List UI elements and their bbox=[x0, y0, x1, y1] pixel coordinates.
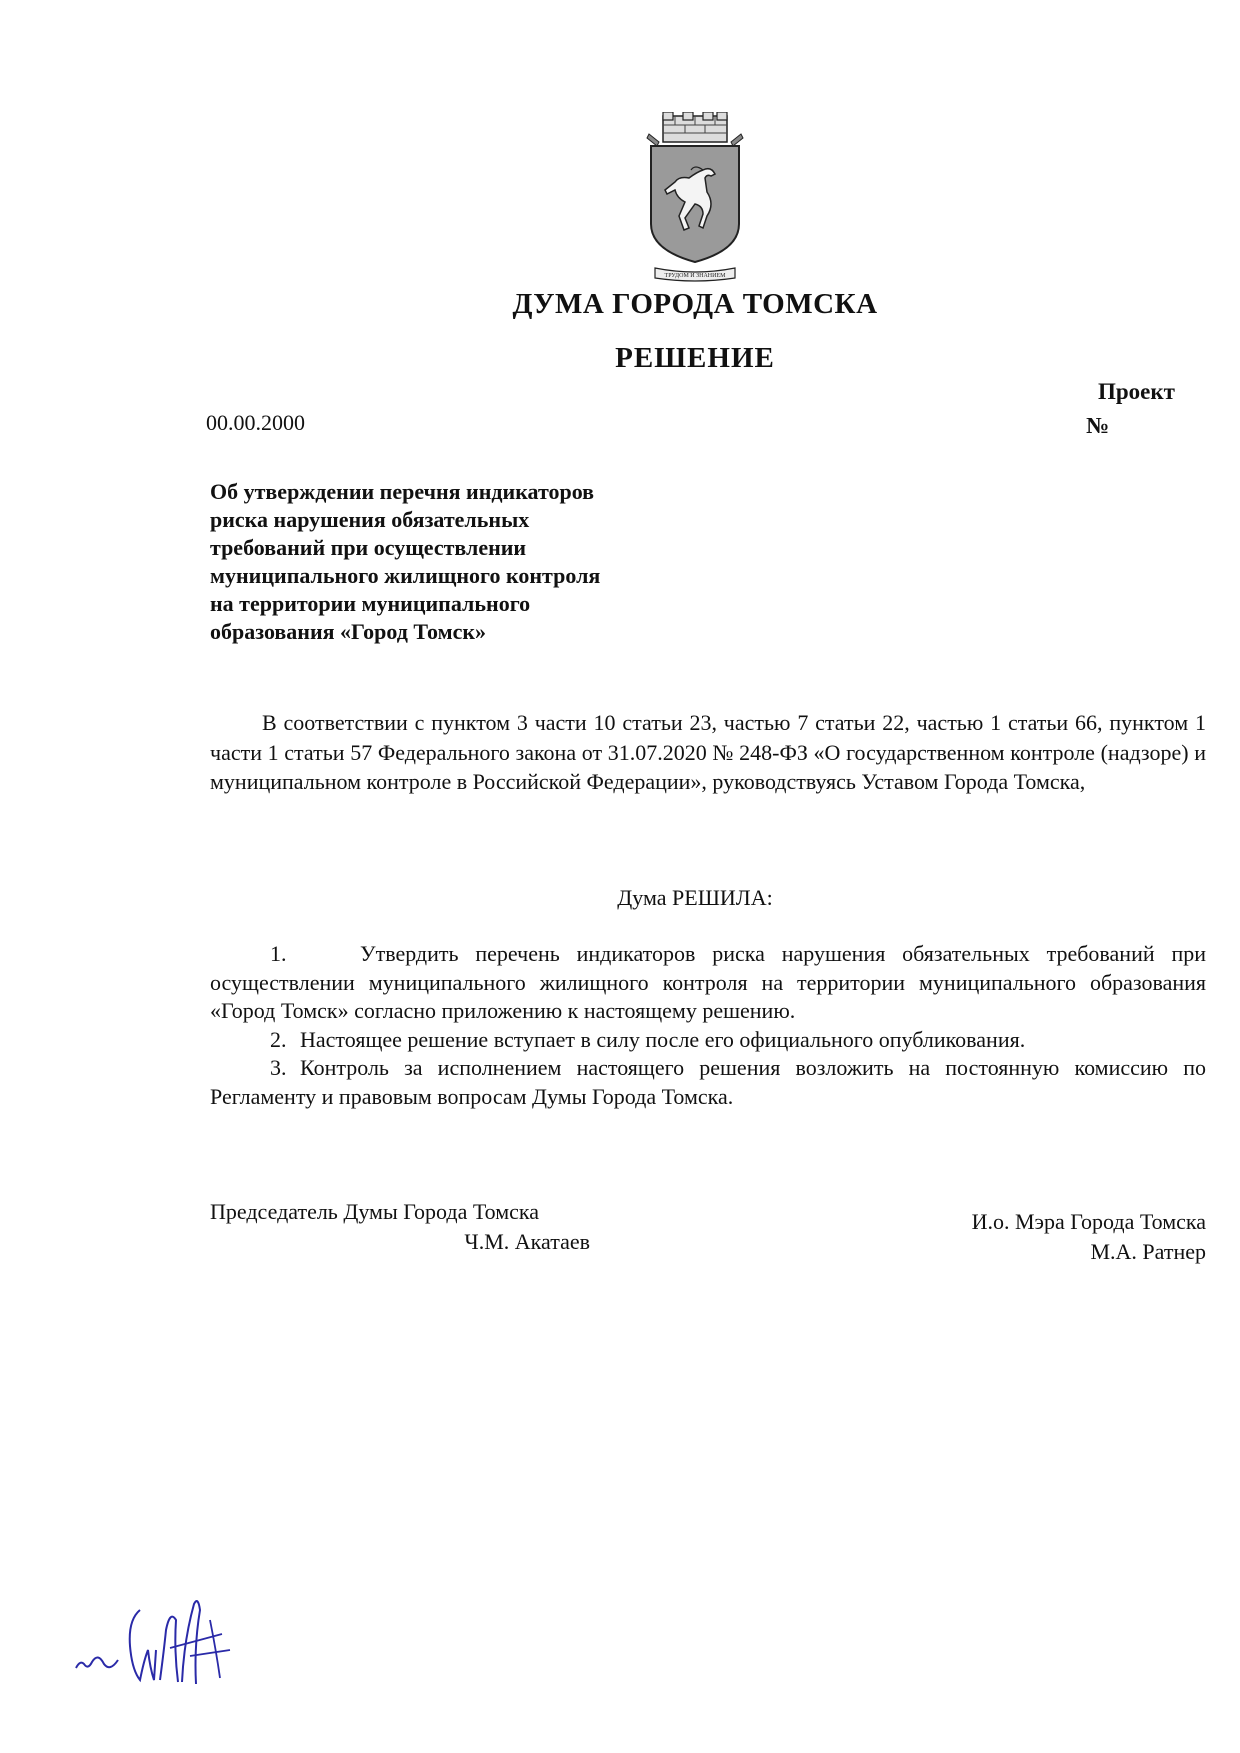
city-coat-of-arms bbox=[645, 112, 745, 282]
document-subject bbox=[210, 478, 690, 646]
item-text: Контроль за исполнением настоящего решения возложить на постоянную комиссию по Регламенту и правовым вопросам Думы Города Томска. bbox=[210, 1055, 1206, 1109]
mayor-signature-block bbox=[900, 1207, 1206, 1267]
decision-item bbox=[210, 1026, 1206, 1055]
decision-item bbox=[210, 940, 1206, 1026]
handwritten-signature bbox=[70, 1590, 240, 1695]
mayor-title: И.о. Мэра Города Томска bbox=[971, 1209, 1206, 1234]
chairman-name: Ч.М. Акатаев bbox=[464, 1229, 590, 1254]
emblem-motto: ТРУДОМ И ЗНАНИЕМ bbox=[664, 273, 726, 279]
chairman-signature-block bbox=[210, 1197, 590, 1257]
preamble bbox=[210, 708, 1206, 797]
item-text: Настоящее решение вступает в силу после его официального опубликования. bbox=[300, 1026, 1026, 1052]
item-number: 1. bbox=[270, 941, 287, 966]
subject-line: риска нарушения обязательных bbox=[210, 507, 530, 532]
decided-heading: Дума РЕШИЛА: bbox=[617, 885, 773, 910]
document-date: 00.00.2000 bbox=[206, 410, 305, 435]
draft-label: Проект bbox=[1098, 379, 1175, 404]
preamble-text: В соответствии с пунктом 3 части 10 статьи 23, частью 7 статьи 22, частью 1 статьи 66, пунктом 1 части 1 статьи 57 Федерального закона от 31.07.2020 № 248-ФЗ «О государственном контроле (надзоре) и муниципальном контроле в Российской Федерации», руководствуясь Уставом Города Томска, bbox=[210, 710, 1206, 794]
document-type-title: РЕШЕНИЕ bbox=[615, 342, 775, 374]
number-label: № bbox=[1086, 413, 1110, 438]
mayor-name: М.А. Ратнер bbox=[1090, 1239, 1206, 1264]
subject-line: требований при осуществлении bbox=[210, 535, 527, 560]
council-title: ДУМА ГОРОДА ТОМСКА bbox=[512, 288, 878, 320]
item-text: Утвердить перечень индикаторов риска нарушения обязательных требований при осуществлении муниципального жилищного контроля на территории муниципального образования «Город Томск» согласно приложению к настоящему решению. bbox=[210, 941, 1206, 1023]
subject-line: образования «Город Томск» bbox=[210, 619, 487, 644]
subject-line: Об утверждении перечня индикаторов bbox=[210, 479, 595, 504]
item-number: 3. bbox=[270, 1055, 287, 1080]
chairman-title: Председатель Думы Города Томска bbox=[210, 1199, 540, 1224]
item-number: 2. bbox=[270, 1026, 287, 1052]
decision-item bbox=[210, 1054, 1206, 1111]
decision-items bbox=[210, 940, 1206, 1111]
subject-line: муниципального жилищного контроля bbox=[210, 563, 601, 588]
subject-line: на территории муниципального bbox=[210, 591, 531, 616]
